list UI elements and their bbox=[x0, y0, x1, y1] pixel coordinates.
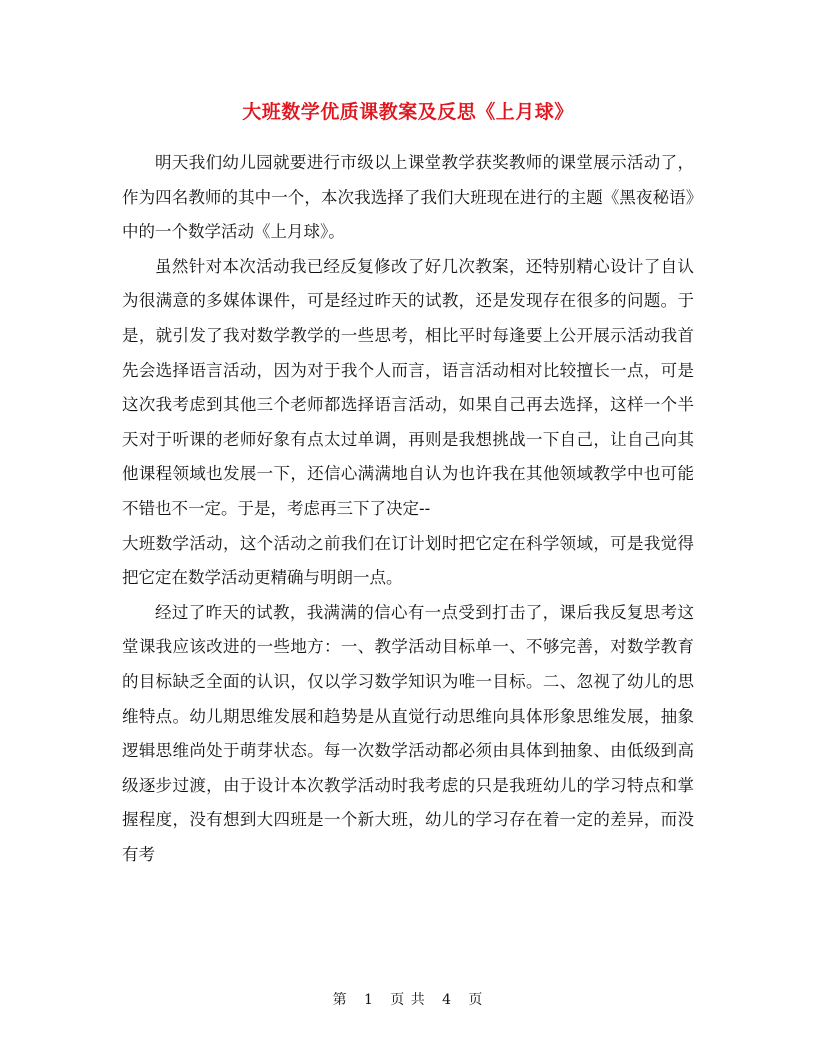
paragraph-1: 明天我们幼儿园就要进行市级以上课堂教学获奖教师的课堂展示活动了，作为四名教师的其中一个，本次我选择了我们大班现在进行的主题《黑夜秘语》中的一个数学活动《上月球》。 bbox=[122, 153, 694, 242]
footer-total-pages: 4 bbox=[442, 992, 452, 1008]
footer-middle: 页 共 bbox=[390, 992, 426, 1008]
paragraph-3: 大班数学活动，这个活动之前我们在订计划时把它定在科学领域，可是我觉得把它定在数学活动更精确与明朗一点。 bbox=[122, 533, 694, 588]
footer-prefix: 第 bbox=[332, 992, 348, 1008]
footer-suffix: 页 bbox=[468, 992, 484, 1008]
paragraph-2: 虽然针对本次活动我已经反复修改了好几次教案，还特别精心设计了自认为很满意的多媒体课件，可是经过昨天的试教，还是发现存在很多的问题。于是，就引发了我对数学教学的一些思考，相比平时每逢要上公开展示活动我首先会选择语言活动，因为对于我个人而言，语言活动相对比较擅长一点，可是这次我考虑到其他三个老师都选择语言活动，如果自己再去选择，这样一个半天对于听课的老师好象有点太过单调，再则是我想挑战一下自己，让自己向其他课程领域也发展一下，还信心满满地自认为也许我在其他领域教学中也可能不错也不一定。于是，考虑再三下了决定-- bbox=[122, 256, 694, 518]
page-footer bbox=[0, 990, 816, 1010]
footer-page-number: 1 bbox=[363, 992, 374, 1008]
document-title: 大班数学优质课教案及反思《上月球》 bbox=[242, 101, 574, 123]
paragraph-4: 经过了昨天的试教，我满满的信心有一点受到打击了，课后我反复思考这堂课我应该改进的一些地方：一、教学活动目标单一、不够完善，对数学教育的目标缺乏全面的认识，仅以学习数学知识为唯一目标。二、忽视了幼儿的思维特点。幼儿期思维发展和趋势是从直觉行动思维向具体形象思维发展，抽象逻辑思维尚处于萌芽状态。每一次数学活动都必须由具体到抽象、由低级到高级逐步过渡，由于设计本次教学活动时我考虑的只是我班幼儿的学习特点和掌握程度，没有想到大四班是一个新大班，幼儿的学习存在着一定的差异，而没有考 bbox=[122, 602, 694, 864]
document-body bbox=[122, 146, 694, 872]
